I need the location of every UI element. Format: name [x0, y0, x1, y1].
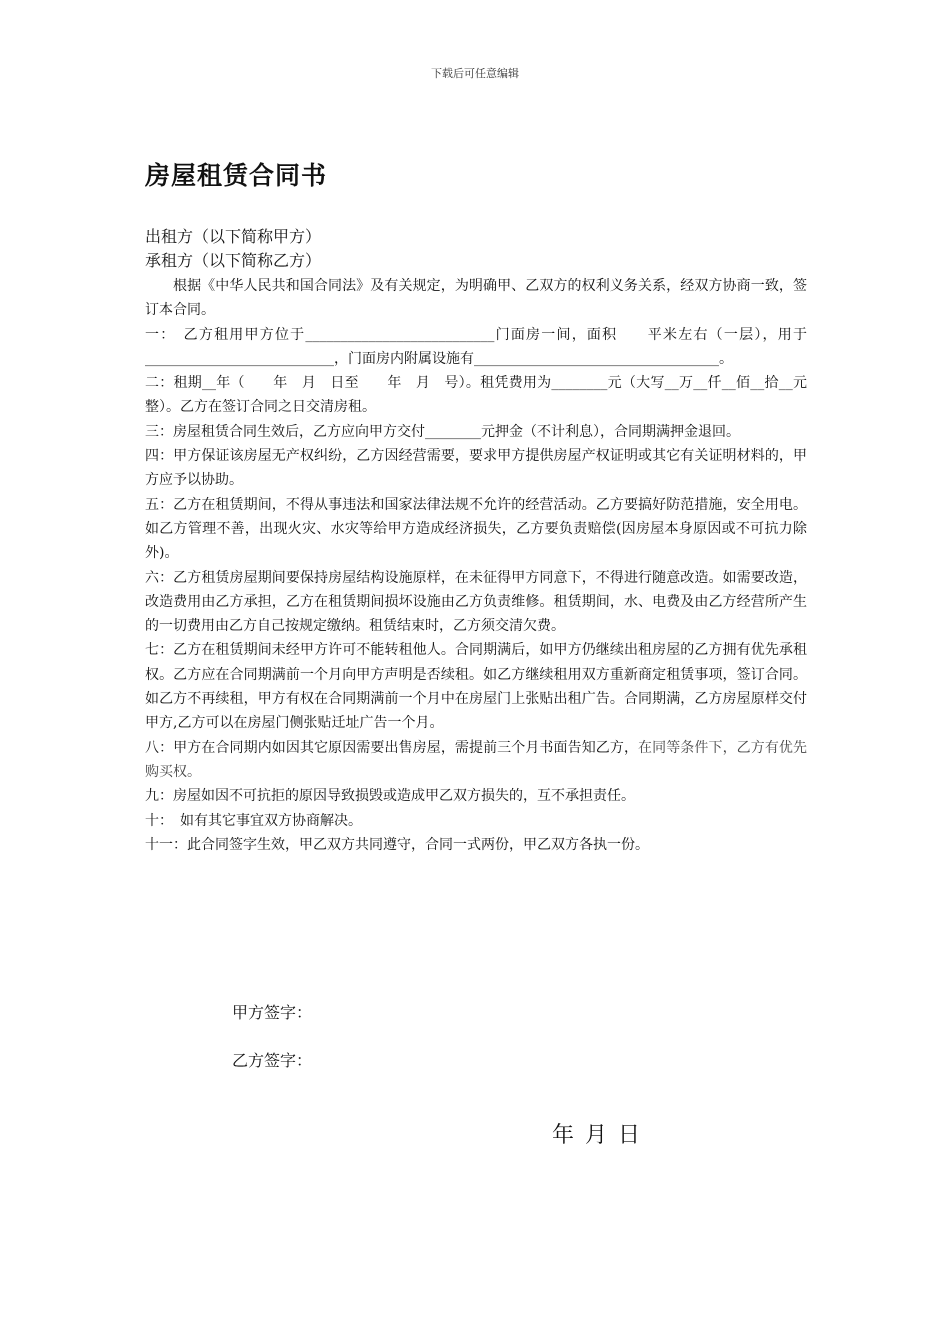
header-note: 下载后可任意编辑	[431, 67, 519, 80]
clause-2: 二：租期__年（ 年 月 日至 年 月 号）。租凭费用为________元（大写__万__仟__佰__拾__元整）。乙方在签订合同之日交清房租。	[145, 375, 807, 416]
clause-6: 六：乙方租赁房屋期间要保持房屋结构设施原样，在未征得甲方同意下，不得进行随意改造。如需要改造，改造费用由乙方承担，乙方在租赁期间损坏设施由乙方负责维修。租赁期间，水、电费及由乙方经营所产生的一切费用由乙方自己按规定缴纳。租赁结束时，乙方须交清欠费。	[145, 569, 807, 635]
clause-9: 九：房屋如因不可抗拒的原因导致损毁或造成甲乙双方损失的，互不承担责任。	[145, 788, 635, 805]
clause-8-part-2: 在同等条件下，乙方有优先购买权。	[145, 739, 808, 780]
clause-8-part-1: 八：甲方在合同期内如因其它原因需要出售房屋，需提前三个月书面告知乙方，	[145, 739, 639, 756]
clause-8	[145, 736, 807, 785]
intro-paragraph: 根据《中华人民共和国合同法》及有关规定，为明确甲、乙双方的权利义务关系，经双方协商一致，签订本合同。	[145, 278, 807, 319]
party-a-signature: 甲方签字：	[232, 1003, 313, 1022]
clause-10: 十： 如有其它事宜双方协商解决。	[145, 812, 362, 829]
clause-7: 七：乙方在租赁期间未经甲方许可不能转租他人。合同期满后，如甲方仍继续出租房屋的乙方拥有优先承租权。乙方应在合同期满前一个月向甲方声明是否续租。如乙方继续租用双方重新商定租赁事项，签订合同。如乙方不再续租，甲方有权在合同期满前一个月中在房屋门上张贴出租广告。合同期满，乙方房屋原样交付甲方,乙方可以在房屋门侧张贴迁址广告一个月。	[145, 642, 807, 732]
parties-block	[145, 225, 321, 273]
clause-3: 三：房屋租赁合同生效后，乙方应向甲方交付________元押金（不计利息），合同期满押金退回。	[145, 423, 740, 440]
clause-4: 四：甲方保证该房屋无产权纠纷，乙方因经营需要，要求甲方提供房屋产权证明或其它有关证明材料的，甲方应予以协助。	[145, 448, 807, 489]
clause-11: 十一：此合同签字生效，甲乙双方共同遵守，合同一式两份，甲乙双方各执一份。	[145, 836, 649, 853]
contract-body	[145, 274, 807, 857]
document-title: 房屋租赁合同书	[145, 161, 328, 190]
date-line: 年 月 日	[552, 1123, 642, 1148]
lessee-line: 承租方（以下简称乙方）	[145, 251, 322, 270]
clause-1: 一： 乙方租用甲方位于___________________________门面房一间，面积 平米左右（一层），用于___________________________，门面房内附属设施有___________________________________。	[145, 326, 807, 367]
lessor-line: 出租方（以下简称甲方）	[145, 227, 322, 246]
clause-5: 五：乙方在租赁期间，不得从事违法和国家法律法规不允许的经营活动。乙方要搞好防范措施，安全用电。如乙方管理不善，出现火灾、水灾等给甲方造成经济损失，乙方要负责赔偿(因房屋本身原因或不可抗力除外)。	[145, 496, 807, 562]
party-b-signature: 乙方签字：	[232, 1051, 313, 1070]
